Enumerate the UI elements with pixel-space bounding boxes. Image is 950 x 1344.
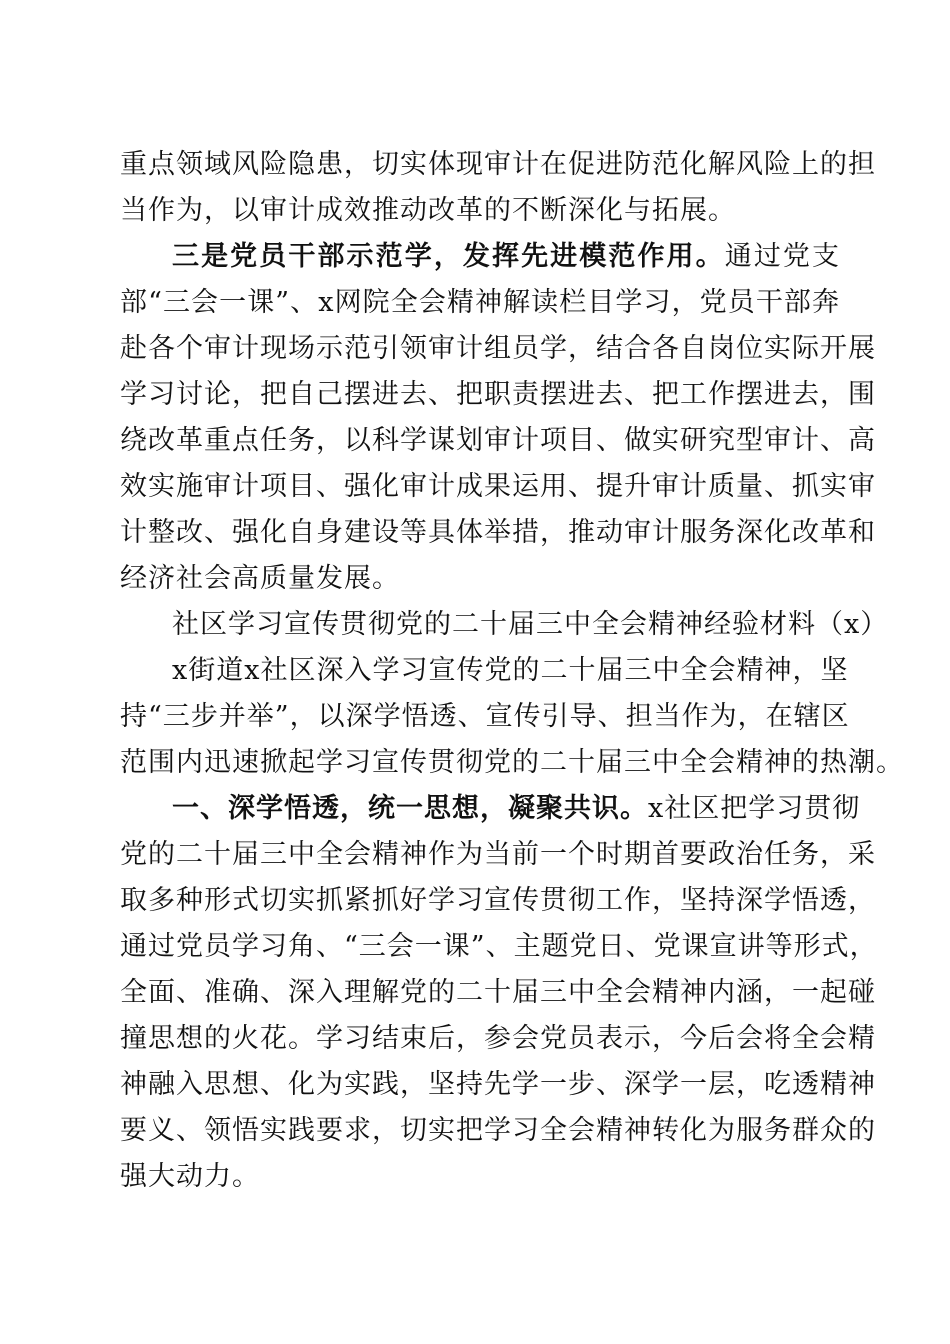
text-line: 神融入思想、化为实践，坚持先学一步、深学一层，吃透精神	[120, 1069, 876, 1100]
text-line: 撞思想的火花。学习结束后，参会党员表示，今后会将全会精	[120, 1023, 876, 1054]
text-line: 计整改、强化自身建设等具体举措，推动审计服务深化改革和	[120, 517, 876, 548]
text-line: 要义、领悟实践要求，切实把学习全会精神转化为服务群众的	[120, 1115, 876, 1146]
text-line: 当作为，以审计成效推动改革的不断深化与拓展。	[120, 195, 736, 226]
paragraph-first-line	[172, 791, 861, 827]
text-line: 效实施审计项目、强化审计成果运用、提升审计质量、抓实审	[120, 471, 876, 502]
text-line: 取多种形式切实抓紧抓好学习宣传贯彻工作，坚持深学悟透，	[120, 885, 876, 916]
text-line: x街道x社区深入学习宣传党的二十届三中全会精神，坚	[172, 655, 849, 686]
text-line: 强大动力。	[120, 1161, 260, 1192]
text-run: x社区把学习贯彻	[648, 793, 861, 824]
text-line: 经济社会高质量发展。	[120, 563, 400, 594]
text-run: 通过党支	[724, 241, 841, 272]
text-line: 重点领域风险隐患，切实体现审计在促进防范化解风险上的担	[120, 149, 876, 180]
text-line: 全面、准确、深入理解党的二十届三中全会精神内涵，一起碰	[120, 977, 876, 1008]
text-line: 学习讨论，把自己摆进去、把职责摆进去、把工作摆进去，围	[120, 379, 876, 410]
section-heading: 三是党员干部示范学，发挥先进模范作用。	[172, 241, 725, 272]
text-line: 党的二十届三中全会精神作为当前一个时期首要政治任务，采	[120, 839, 876, 870]
paragraph-first-line	[172, 239, 840, 275]
section-heading: 一、深学悟透，统一思想，凝聚共识。	[172, 793, 648, 824]
text-line: 范围内迅速掀起学习宣传贯彻党的二十届三中全会精神的热潮。	[120, 747, 904, 778]
text-line: 通过党员学习角、“三会一课”、主题党日、党课宣讲等形式，	[120, 931, 878, 962]
text-line: 部“三会一课”、x网院全会精神解读栏目学习，党员干部奔	[120, 287, 840, 318]
text-line: 持“三步并举”，以深学悟透、宣传引导、担当作为，在辖区	[120, 701, 850, 732]
text-line: 绕改革重点任务，以科学谋划审计项目、做实研究型审计、高	[120, 425, 876, 456]
document-title: 社区学习宣传贯彻党的二十届三中全会精神经验材料（x）	[172, 609, 889, 640]
text-line: 赴各个审计现场示范引领审计组员学，结合各自岗位实际开展	[120, 333, 876, 364]
